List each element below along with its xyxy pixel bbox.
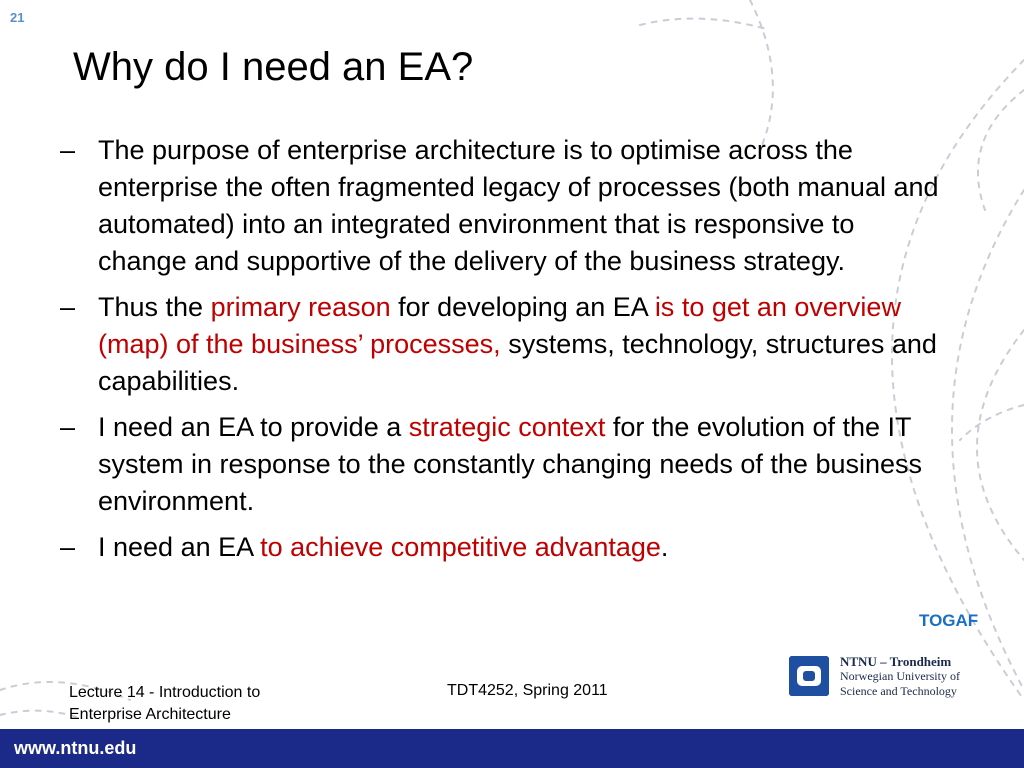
institution-line1: NTNU – Trondheim <box>840 654 952 669</box>
bullet-item <box>60 132 940 280</box>
lecture-title-line2: Enterprise Architecture <box>69 706 231 723</box>
bullet-dash: – <box>60 532 76 562</box>
institution-line3: Science and Technology <box>840 684 957 698</box>
bullet-item <box>60 289 940 400</box>
bullet-dash: – <box>60 292 76 322</box>
lecture-title <box>69 682 260 726</box>
bullet-text-segment: strategic context <box>408 412 606 442</box>
bullet-text-segment: primary reason <box>210 292 391 322</box>
bullet-text-segment: I need an EA <box>98 532 261 562</box>
bullet-text-segment: Thus the <box>98 292 211 322</box>
bullet-text-segment: systems, technology, structures and capabilities. <box>98 329 937 396</box>
footer-bar <box>0 729 1024 768</box>
slide-number: 21 <box>10 10 25 25</box>
bullet-text-segment: to achieve competitive advantage <box>260 532 661 562</box>
slide-title: Why do I need an EA? <box>73 45 474 89</box>
bullet-text-segment: . <box>660 532 669 562</box>
source-tag: TOGAF <box>919 611 979 630</box>
course-label: TDT4252, Spring 2011 <box>447 682 608 699</box>
bullet-item <box>60 409 940 520</box>
bullet-dash: – <box>60 135 76 165</box>
bullet-text-segment: The purpose of enterprise architecture is to optimise across the enterprise the often fragmented legacy of processes (both manual and automated) into an integrated environment that is responsive to change and supportive of the delivery of the business strategy. <box>98 135 939 276</box>
bullet-dash: – <box>60 412 76 442</box>
institution-name <box>840 654 960 699</box>
website-link[interactable]: www.ntnu.edu <box>14 738 137 758</box>
bullet-text-segment: I need an EA to provide a <box>98 412 409 442</box>
institution-line2: Norwegian University of <box>840 669 960 683</box>
bullet-list <box>60 132 940 575</box>
lecture-title-line1: Lecture 14 - Introduction to <box>69 684 261 701</box>
bullet-text-segment: for developing an EA <box>390 292 655 322</box>
bullet-item <box>60 529 940 566</box>
bullet-text-segment: for the evolution of the IT system in response to the constantly changing needs of the business environment. <box>98 412 923 516</box>
bullet-text-segment: is to get an overview (map) of the business’ processes, <box>98 292 901 359</box>
ntnu-logo-icon <box>789 656 829 696</box>
